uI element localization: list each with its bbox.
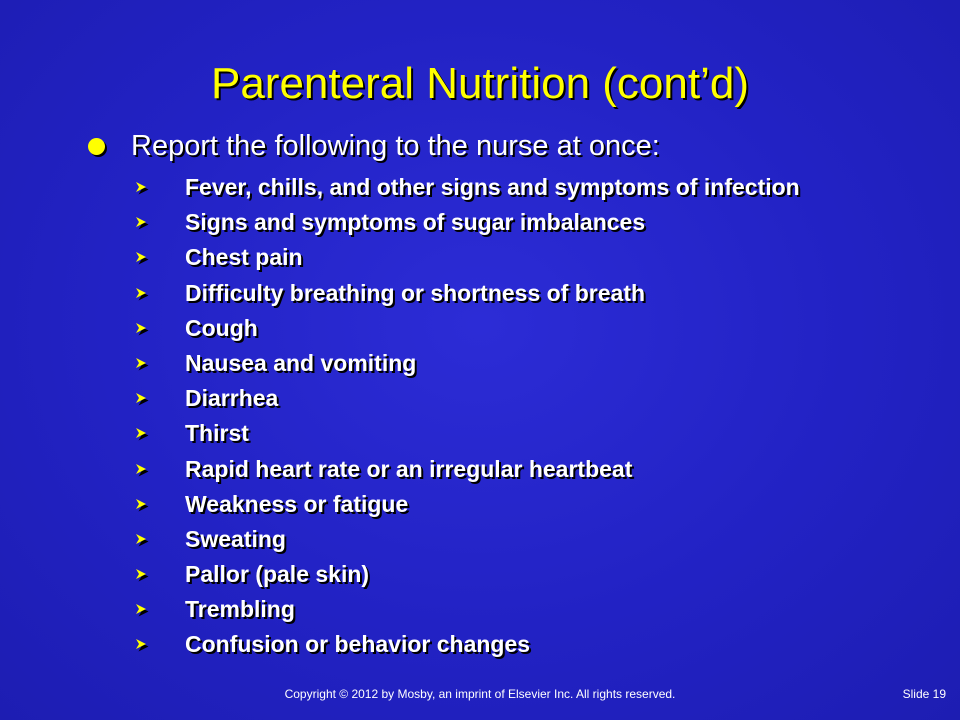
list-item bbox=[135, 523, 935, 558]
list-item bbox=[135, 171, 935, 206]
list-item-text: Thirst bbox=[185, 420, 249, 447]
list-item bbox=[135, 488, 935, 523]
list-item bbox=[135, 277, 935, 312]
list-item-text: Weakness or fatigue bbox=[185, 490, 409, 517]
list-item bbox=[135, 382, 935, 417]
arrowhead-bullet-icon bbox=[135, 463, 149, 477]
arrowhead-bullet-icon bbox=[135, 568, 149, 582]
circle-bullet-icon bbox=[88, 138, 105, 155]
list-item-text: Trembling bbox=[185, 596, 295, 623]
list-item-text: Pallor (pale skin) bbox=[185, 561, 370, 588]
slide-footer bbox=[0, 684, 960, 704]
copyright-notice: Copyright © 2012 by Mosby, an imprint of Elsevier Inc. All rights reserved. bbox=[284, 687, 676, 701]
arrowhead-bullet-icon bbox=[135, 392, 149, 406]
list-item-text: Sweating bbox=[185, 525, 286, 552]
list-item-text: Chest pain bbox=[185, 244, 303, 271]
arrowhead-bullet-icon bbox=[135, 427, 149, 441]
arrowhead-bullet-icon bbox=[135, 533, 149, 547]
list-item-text: Signs and symptoms of sugar imbalances bbox=[185, 209, 646, 236]
arrowhead-bullet-icon bbox=[135, 251, 149, 265]
list-item bbox=[135, 628, 935, 663]
list-item bbox=[135, 347, 935, 382]
arrowhead-bullet-icon bbox=[135, 603, 149, 617]
arrowhead-bullet-icon bbox=[135, 638, 149, 652]
arrowhead-bullet-icon bbox=[135, 498, 149, 512]
main-bullet-point bbox=[88, 126, 908, 166]
list-item bbox=[135, 206, 935, 241]
arrowhead-bullet-icon bbox=[135, 287, 149, 301]
list-item-text: Difficulty breathing or shortness of breath bbox=[185, 279, 646, 306]
main-bullet-text: Report the following to the nurse at once: bbox=[131, 130, 660, 162]
list-item-text: Nausea and vomiting bbox=[185, 349, 417, 376]
list-item bbox=[135, 417, 935, 452]
list-item bbox=[135, 241, 935, 276]
arrowhead-bullet-icon bbox=[135, 357, 149, 371]
list-item bbox=[135, 593, 935, 628]
list-item-text: Diarrhea bbox=[185, 385, 279, 412]
slide-number: Slide 19 bbox=[902, 687, 946, 701]
arrowhead-bullet-icon bbox=[135, 216, 149, 230]
list-item bbox=[135, 312, 935, 347]
list-item-text: Cough bbox=[185, 314, 258, 341]
list-item-text: Confusion or behavior changes bbox=[185, 631, 531, 658]
slide-title: Parenteral Nutrition (cont’d) bbox=[210, 59, 749, 108]
symptom-list bbox=[135, 171, 935, 664]
arrowhead-bullet-icon bbox=[135, 322, 149, 336]
list-item bbox=[135, 453, 935, 488]
list-item-text: Fever, chills, and other signs and symptoms of infection bbox=[185, 174, 800, 200]
list-item-text: Rapid heart rate or an irregular heartbeat bbox=[185, 455, 633, 482]
list-item bbox=[135, 558, 935, 593]
arrowhead-bullet-icon bbox=[135, 181, 149, 195]
